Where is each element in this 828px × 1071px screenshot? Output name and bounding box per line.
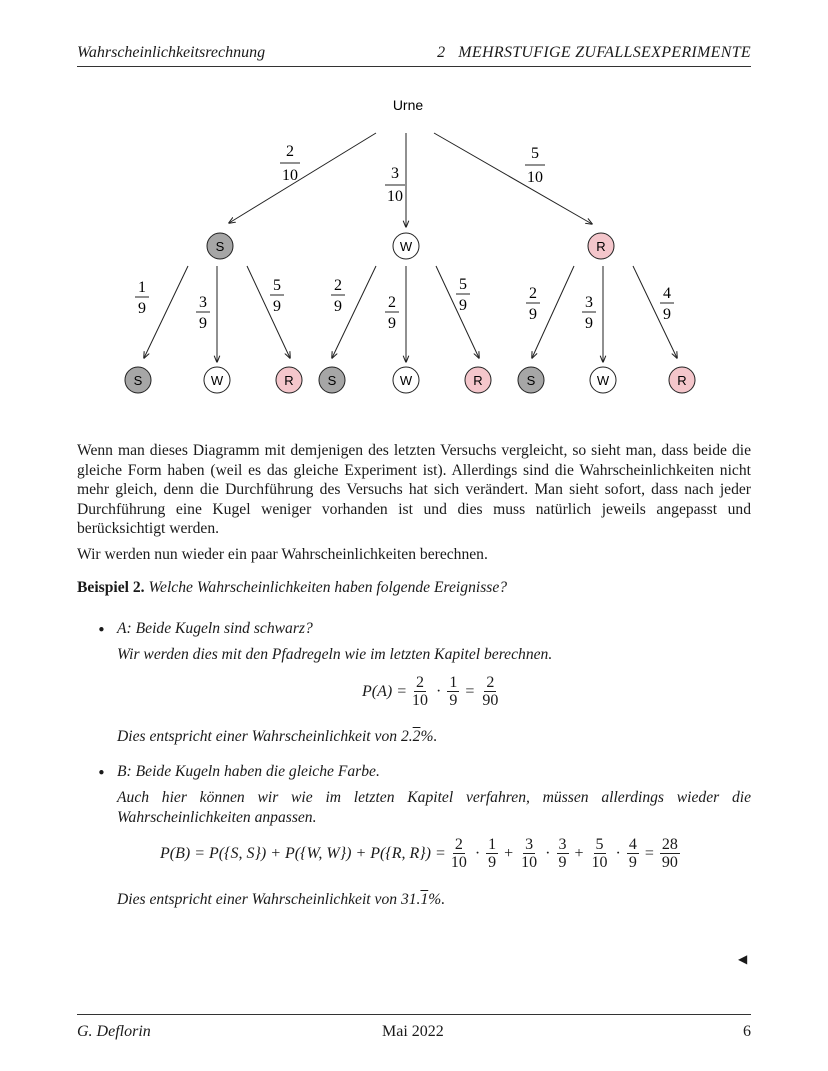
edge-root-s [229,133,376,223]
repeating-digit-a: 2 [412,728,421,745]
item-a-title: A: Beide Kugeln sind schwarz? [117,620,313,637]
item-a-text: Wir werden dies mit den Pfadregeln wie im letzten Kapitel berechnen. [117,646,553,663]
formula-b-lhs: P(B) = P({S, S}) + P({W, W}) + P({R, R}) = [160,844,446,862]
node-l1-r [588,233,614,259]
footer-page-number: 6 [743,1023,751,1040]
formula-a-frac2: $\frac{1}{9}$ [449,674,458,709]
formula-a-frac1: $\frac{2}{10}$ [412,674,428,709]
page-header [77,44,751,67]
formula-a: P(A) = $\frac{2}{10}$ · $\frac{1}{9}$ = $\frac{2}{90}$ [362,674,499,709]
svg-text:9: 9 [388,315,396,332]
svg-text:4: 4 [663,285,671,302]
svg-text:10: 10 [282,167,298,184]
footer-date: Mai 2022 [382,1023,444,1040]
svg-text:2: 2 [388,294,396,311]
page-footer [77,1014,751,1043]
bullet-b: • [97,764,106,782]
node-l2-8 [669,367,695,393]
node-l2-4 [393,367,419,393]
node-l2-2 [276,367,302,393]
header-title: Wahrscheinlichkeitsrechnung [77,44,266,61]
bullet-a: • [97,621,106,639]
edge-label-l2-6 [526,285,540,323]
edge-label-l1-0 [280,143,300,184]
repeating-digit-b: 1 [420,891,429,908]
svg-text:2: 2 [334,277,342,294]
node-l1-s [207,233,233,259]
node-l2-5 [465,367,491,393]
paragraph-intro: Wir werden nun wieder ein paar Wahrscheinlichkeiten berechnen. [77,546,488,563]
header-chapter: 2 MEHRSTUFIGE ZUFALLSEXPERIMENTE [437,44,751,61]
edge-label-l2-8 [660,285,674,323]
formula-b-result: $\frac{28}{90}$ [661,836,678,871]
svg-text:W: W [596,373,610,388]
svg-text:1: 1 [138,279,146,296]
edge-label-l2-2 [270,277,284,315]
tree-root-label: Urne [392,97,424,113]
node-l2-1 [204,367,230,393]
item-b-result: Dies entspricht einer Wahrscheinlichkeit von 31.1%. [117,891,446,908]
svg-text:10: 10 [527,169,543,186]
svg-text:S: S [526,373,536,388]
edge-s-s [144,266,188,358]
svg-text:2: 2 [529,285,537,302]
svg-text:9: 9 [138,300,146,317]
svg-text:10: 10 [387,188,403,205]
svg-text:9: 9 [459,297,467,314]
svg-text:W: W [210,373,224,388]
edge-s-r [247,266,290,358]
formula-a-result: $\frac{2}{90}$ [482,674,499,709]
svg-text:9: 9 [334,298,342,315]
edge-label-l2-7 [582,294,596,332]
svg-text:W: W [399,373,413,388]
svg-text:S: S [327,373,337,388]
edge-label-l1-1 [385,165,405,205]
formula-b: P(B) = P({S, S}) + P({W, W}) + P({R, R}) = $\frac{2}{10}$ · $\frac{1}{9}$ + $\frac{3}{10}$ · $\frac{3}{9}$ + $\frac{5}{10}$ · $\frac{4}{9}$ = $\frac{28}{90}$ [160,836,678,871]
formula-a-lhs: P(A) = [362,682,407,700]
svg-text:3: 3 [585,294,593,311]
svg-text:9: 9 [273,298,281,315]
edge-label-l2-1 [196,294,210,332]
node-l2-0 [125,367,151,393]
node-l1-w [393,233,419,259]
svg-text:9: 9 [529,306,537,323]
svg-text:5: 5 [531,145,539,162]
node-l2-6 [518,367,544,393]
edge-label-l1-2 [525,145,545,186]
svg-text:R: R [284,373,294,388]
edge-label-l2-3 [331,277,345,315]
svg-text:5: 5 [459,276,467,293]
edge-w-r [436,266,479,358]
footer-author: G. Deflorin [77,1023,151,1040]
node-l2-7 [590,367,616,393]
item-b-text: Auch hier können wir wie im letzten Kapitel verfahren, müssen allerdings wieder die Wahrscheinlichkeiten anpassen. [117,789,751,826]
svg-text:2: 2 [286,143,294,160]
svg-text:R: R [473,373,483,388]
paragraph-comparison: Wenn man dieses Diagramm mit demjenigen des letzten Versuchs vergleicht, so sieht man, dass beide die gleiche Form haben (weil es das gleiche Experiment ist). Allerdings sind die Wahrscheinlichkeiten nicht mehr gleich, denn die Durchführung des Versuchs hat sich verändert. Man sieht sofort, dass nach jeder Durchführung eine Kugel weniger vorhanden ist und dies muss natürlich jeweils angepasst und berücksichtigt werden. [77,442,751,537]
svg-text:9: 9 [199,315,207,332]
item-a-result: Dies entspricht einer Wahrscheinlichkeit von 2.2%. [117,728,438,745]
svg-text:S: S [133,373,143,388]
svg-text:S: S [215,239,225,254]
example-question: Welche Wahrscheinlichkeiten haben folgende Ereignisse? [148,579,508,596]
svg-text:5: 5 [273,277,281,294]
svg-text:3: 3 [391,165,399,182]
end-of-example-icon: ◀ [738,952,748,966]
svg-text:9: 9 [585,315,593,332]
svg-text:R: R [596,239,606,254]
svg-text:9: 9 [663,306,671,323]
edge-label-l2-4 [385,294,399,332]
item-b-title: B: Beide Kugeln haben die gleiche Farbe. [117,763,380,780]
probability-tree-diagram [0,90,828,400]
svg-text:3: 3 [199,294,207,311]
edge-r-s [532,266,574,358]
edge-root-r [434,133,592,224]
edge-label-l2-5 [456,276,470,314]
example-label: Beispiel 2. [77,579,145,596]
edge-label-l2-0 [135,279,149,317]
svg-text:R: R [677,373,687,388]
node-l2-3 [319,367,345,393]
example-heading [77,578,751,598]
svg-text:W: W [399,239,413,254]
